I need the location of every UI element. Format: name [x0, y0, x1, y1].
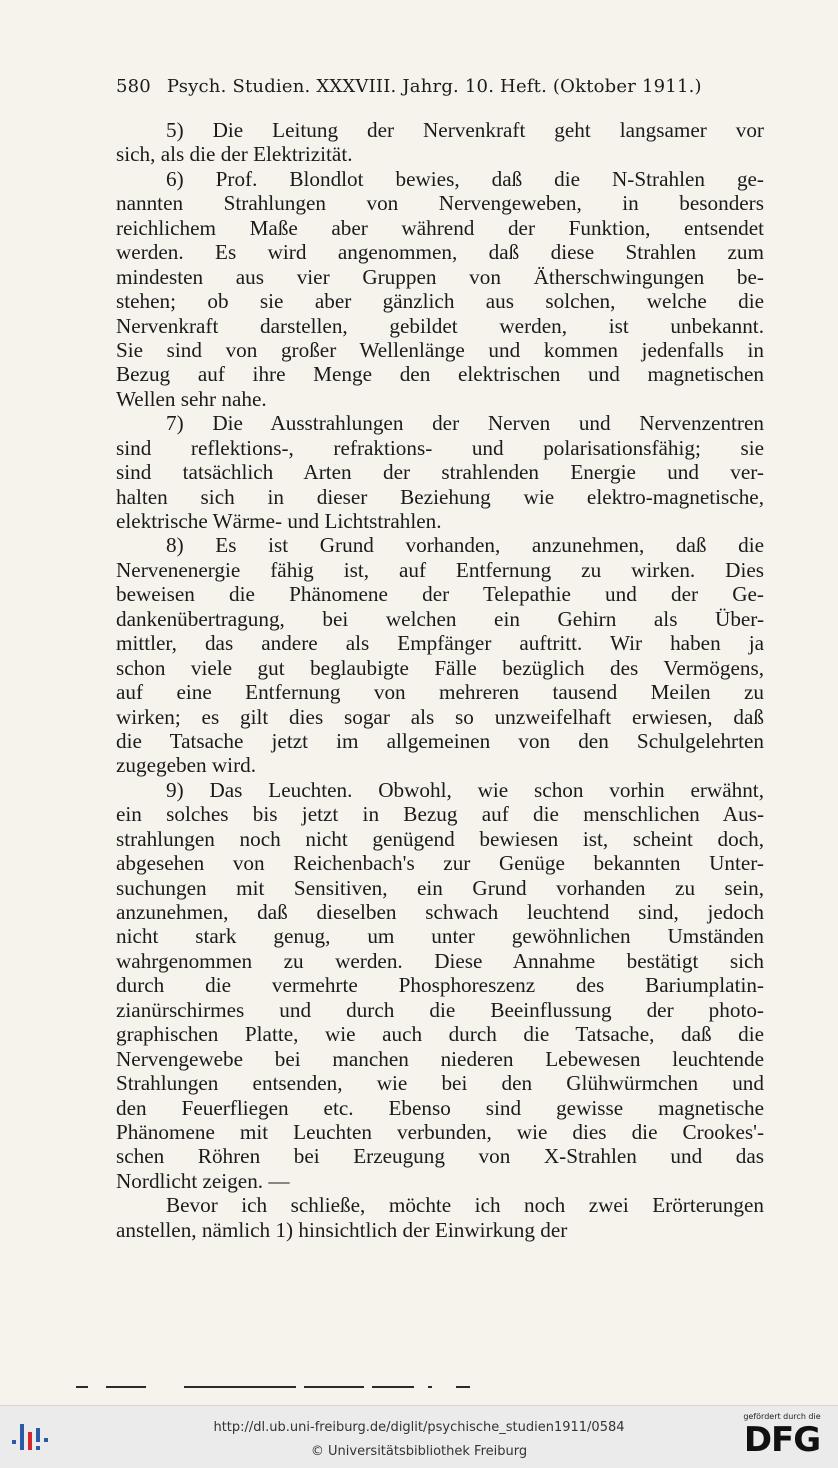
text-line: suchungen mit Sensitiven, ein Grund vorhanden zu sein,: [116, 875, 764, 900]
text-line: wahrgenommen zu werden. Diese Annahme bestätigt sich: [116, 948, 764, 973]
text-line: anzunehmen, daß dieselben schwach leuchtend sind, jedoch: [116, 900, 764, 924]
text-line: mindesten aus vier Gruppen von Ätherschwingungen be-: [116, 264, 764, 289]
sponsor-caption: gefördert durch die: [743, 1412, 821, 1421]
text-line: Nordlicht zeigen. —: [116, 1168, 290, 1193]
text-line: Phänomene mit Leuchten verbunden, wie dies die Crookes'-: [116, 1119, 764, 1144]
text-line: durch die vermehrte Phosphoreszenz des Bariumplatin-: [116, 973, 764, 998]
text-line: beweisen die Phänomene der Telepathie und der Ge-: [116, 582, 764, 607]
text-line: werden. Es wird angenommen, daß diese Strahlen zum: [116, 240, 764, 265]
copyright-notice: © Universitätsbibliothek Freiburg: [310, 1444, 528, 1459]
text-line: anstellen, nämlich 1) hinsichtlich der Einwirkung der: [116, 1217, 568, 1242]
text-line: Sie sind von großer Wellenlänge und kommen jedenfalls in: [116, 337, 764, 362]
text-line: 9) Das Leuchten. Obwohl, wie schon vorhin erwähnt,: [166, 777, 764, 802]
text-line: auf eine Entfernung von mehreren tausend Meilen zu: [116, 680, 764, 705]
text-line: elektrische Wärme- und Lichtstrahlen.: [116, 509, 442, 533]
text-line: graphischen Platte, wie auch durch die Tatsache, daß die: [116, 1022, 764, 1047]
text-line: 8) Es ist Grund vorhanden, anzunehmen, daß die: [166, 533, 764, 558]
text-line: Wellen sehr nahe.: [116, 386, 267, 411]
text-line: sind tatsächlich Arten der strahlenden Energie und ver-: [116, 460, 764, 485]
text-line: 6) Prof. Blondlot bewies, daß die N-Strahlen ge-: [166, 166, 764, 191]
text-line: 5) Die Leitung der Nervenkraft geht langsamer vor: [166, 118, 764, 142]
text-line: halten sich in dieser Beziehung wie elektro-magnetische,: [116, 484, 764, 509]
scan-artifact-marks: [76, 1386, 476, 1390]
body-text: [116, 118, 764, 1242]
text-line: ein solches bis jetzt in Bezug auf die menschlichen Aus-: [116, 802, 764, 827]
text-line: strahlungen noch nicht genügend bewiesen ist, scheint doch,: [116, 826, 764, 851]
text-line: schen Röhren bei Erzeugung von X-Strahlen und das: [116, 1144, 764, 1169]
text-line: Strahlungen entsenden, wie bei den Glühwürmchen und: [116, 1071, 764, 1096]
text-line: Bevor ich schließe, möchte ich noch zwei Erörterungen: [166, 1193, 764, 1218]
text-line: den Feuerfliegen etc. Ebenso sind gewisse magnetische: [116, 1095, 764, 1120]
text-line: zianürschirmes und durch die Beeinflussung der photo-: [116, 997, 764, 1022]
running-head: [116, 76, 764, 97]
permalink-url[interactable]: http://dl.ub.uni-freiburg.de/diglit/psychische_studien1911/0584: [213, 1420, 625, 1435]
text-line: stehen; ob sie aber gänzlich aus solchen, welche die: [116, 289, 764, 314]
text-line: sind reflektions-, refraktions- und polarisationsfähig; sie: [116, 435, 764, 460]
dfg-logo-icon: [736, 1412, 828, 1464]
text-line: nicht stark genug, um unter gewöhnlichen Umständen: [116, 924, 764, 949]
sponsor-logo: DFG: [743, 1420, 821, 1460]
text-line: abgesehen von Reichenbach's zur Genüge bekannten Unter-: [116, 851, 764, 876]
text-line: dankenübertragung, bei welchen ein Gehirn als Über-: [116, 606, 764, 631]
text-line: mittler, das andere als Empfänger auftritt. Wir haben ja: [116, 631, 764, 656]
text-line: 7) Die Ausstrahlungen der Nerven und Nervenzentren: [166, 411, 764, 436]
page-number: 580: [116, 76, 151, 97]
text-line: die Tatsache jetzt im allgemeinen von den Schulgelehrten: [116, 728, 764, 753]
text-line: zugegeben wird.: [116, 753, 257, 778]
text-line: Nervenkraft darstellen, gebildet werden, ist unbekannt.: [116, 313, 764, 338]
text-line: reichlichem Maße aber während der Funktion, entsendet: [116, 215, 764, 240]
viewer-footer: [0, 1405, 838, 1468]
text-line: Nervenenergie fähig ist, auf Entfernung zu wirken. Dies: [116, 557, 764, 582]
text-line: nannten Strahlungen von Nervengeweben, in besonders: [116, 191, 764, 216]
text-line: wirken; es gilt dies sogar als so unzweifelhaft erwiesen, daß: [116, 704, 764, 729]
text-line: Bezug auf ihre Menge den elektrischen und magnetischen: [116, 362, 764, 387]
text-line: sich, als die der Elektrizität.: [116, 142, 353, 167]
text-line: Nervengewebe bei manchen niederen Lebewesen leuchtende: [116, 1046, 764, 1071]
running-title: Psych. Studien. XXXVIII. Jahrg. 10. Heft. (Oktober 1911.): [166, 76, 702, 97]
text-line: schon viele gut beglaubigte Fälle bezüglich des Vermögens,: [116, 655, 764, 680]
